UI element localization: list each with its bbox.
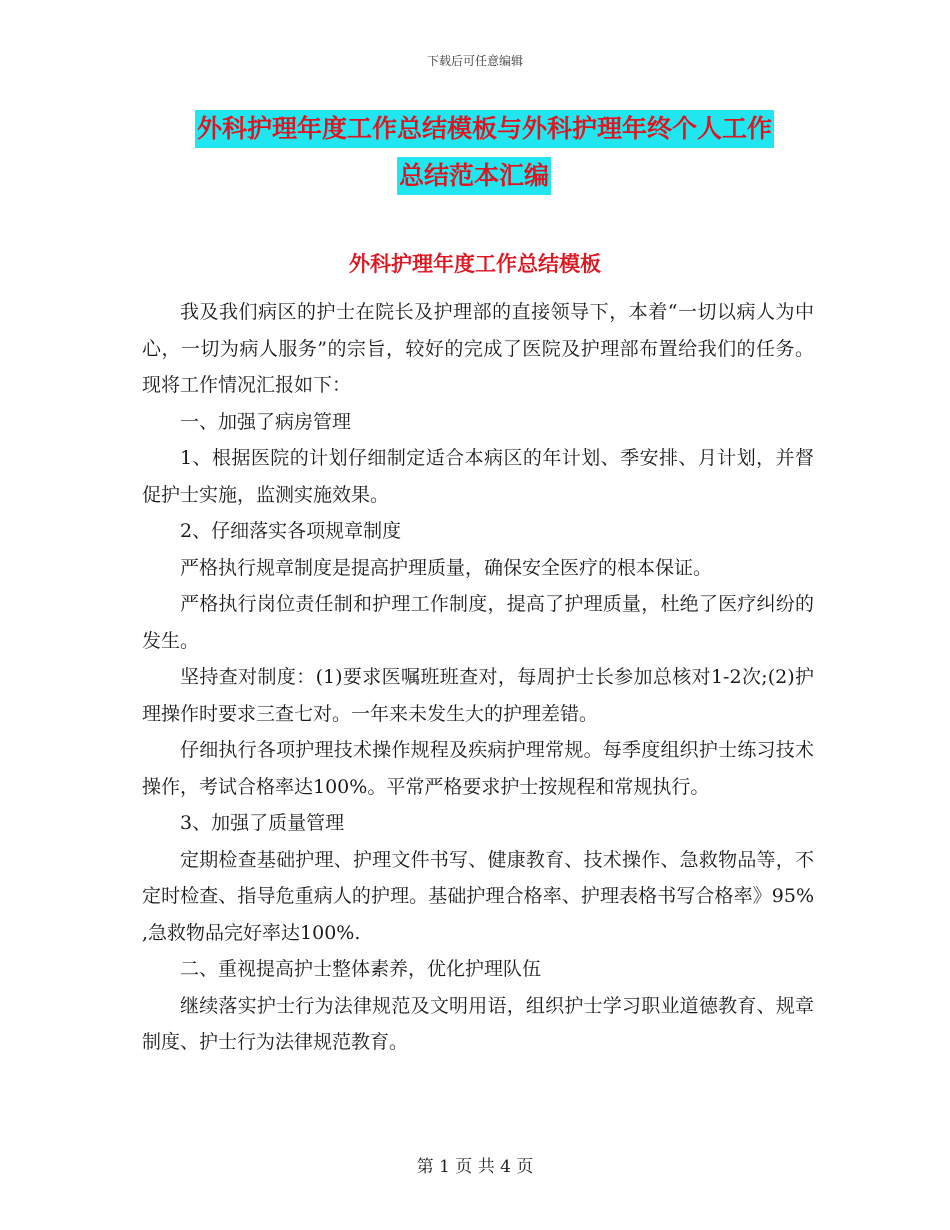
paragraph: 继续落实护士行为法律规范及文明用语，组织护士学习职业道德教育、规章制度、护士行为法律规范教育。 [142, 994, 814, 1053]
section-heading: 外科护理年度工作总结模板 [349, 252, 601, 276]
body-text [142, 294, 814, 1061]
paragraph: 一、加强了病房管理 [180, 410, 352, 433]
paragraph: 1、根据医院的计划仔细制定适合本病区的年计划、季安排、月计划，并督促护士实施，监测实施效果。 [142, 447, 814, 506]
title-line-1: 外科护理年度工作总结模板与外科护理年终个人工作 [195, 110, 774, 148]
paragraph: 严格执行岗位责任制和护理工作制度，提高了护理质量，杜绝了医疗纠纷的发生。 [142, 593, 814, 652]
paragraph: 二、重视提高护士整体素养，优化护理队伍 [180, 958, 542, 980]
paragraph: 仔细执行各项护理技术操作规程及疾病护理常规。每季度组织护士练习技术操作，考试合格率达100%。平常严格要求护士按规程和常规执行。 [142, 739, 814, 798]
paragraph: 我及我们病区的护士在院长及护理部的直接领导下，本着“一切以病人为中心，一切为病人服务”的宗旨，较好的完成了医院及护理部布置给我们的任务。现将工作情况汇报如下： [142, 301, 814, 396]
paragraph: 2、仔细落实各项规章制度 [180, 520, 402, 542]
title-line-2: 总结范本汇编 [397, 157, 551, 195]
paragraph: 3、加强了质量管理 [180, 812, 345, 834]
paragraph: 严格执行规章制度是提高护理质量，确保安全医疗的根本保证。 [180, 556, 713, 579]
paragraph: 定期检查基础护理、护理文件书写、健康教育、技术操作、急救物品等，不定时检查、指导危重病人的护理。基础护理合格率、护理表格书写合格率》95% ,急救物品完好率达100%. [142, 848, 814, 944]
header-note: 下载后可任意编辑 [426, 54, 523, 68]
paragraph: 坚持查对制度：(1)要求医嘱班班查对，每周护士长参加总核对1-2次;(2)护理操作时要求三查七对。一年来未发生大的护理差错。 [142, 666, 814, 725]
page-footer: 第 1 页 共 4 页 [416, 1157, 534, 1177]
